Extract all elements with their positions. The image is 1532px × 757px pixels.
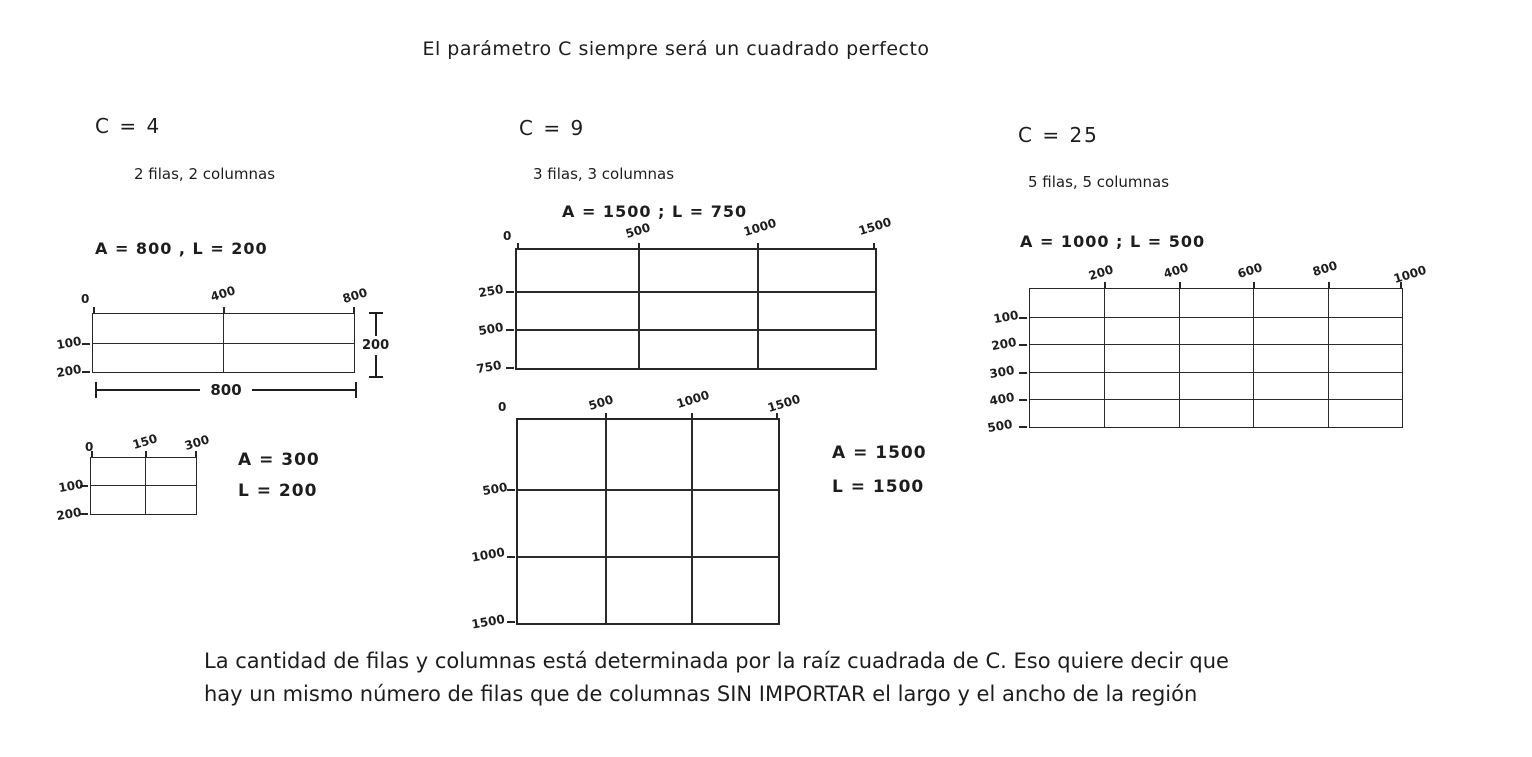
- dimension-cap: [369, 376, 383, 378]
- dimension-line: [375, 314, 377, 336]
- x-axis-label: 0: [498, 400, 507, 414]
- x-axis-label: 800: [1310, 258, 1339, 279]
- c4-heading: C = 4: [95, 114, 162, 138]
- grid-line-horizontal: [1030, 344, 1402, 345]
- axis-tick: [506, 367, 514, 369]
- axis-tick: [605, 413, 607, 420]
- footer-note-line-1: La cantidad de filas y columnas está determinada por la raíz cuadrada de C. Eso quiere decir que: [204, 649, 1229, 673]
- x-axis-label: 150: [131, 431, 160, 452]
- page-title: El parámetro C siempre será un cuadrado perfecto: [422, 38, 930, 60]
- axis-tick: [1179, 282, 1181, 289]
- y-axis-label: 750: [475, 358, 503, 377]
- c4-small-area-label: A = 300: [238, 450, 320, 470]
- grid-line-horizontal: [1030, 372, 1402, 373]
- grid-line-vertical: [605, 420, 607, 623]
- grid-line-vertical: [1179, 289, 1180, 427]
- axis-tick: [93, 307, 95, 314]
- grid-line-vertical: [1104, 289, 1105, 427]
- x-axis-label: 0: [503, 229, 512, 243]
- x-axis-label: 400: [208, 283, 238, 304]
- width-dimension-value: 800: [210, 381, 242, 399]
- y-axis-label: 1000: [470, 545, 506, 565]
- grid-line-horizontal: [1030, 399, 1402, 400]
- y-axis-label: 200: [990, 335, 1018, 354]
- y-axis-label: 100: [57, 476, 85, 496]
- axis-tick: [1328, 282, 1330, 289]
- axis-tick: [1019, 399, 1027, 401]
- grid-line-vertical: [145, 458, 146, 514]
- y-axis-label: 500: [481, 479, 509, 498]
- c4-grid-main: [55, 283, 369, 381]
- c9-square-length-label: L = 1500: [832, 477, 925, 497]
- axis-tick: [1019, 344, 1027, 346]
- dimension-line: [375, 355, 377, 377]
- c9-grid-square: [470, 387, 803, 632]
- x-axis-label: 600: [1236, 260, 1265, 281]
- x-axis-label: 800: [340, 285, 369, 306]
- footer-note-line-2: hay un mismo número de filas que de columnas SIN IMPORTAR el largo y el ancho de la región: [204, 682, 1198, 706]
- axis-tick: [638, 243, 640, 250]
- grid-line-horizontal: [518, 556, 778, 558]
- x-axis-label: 1000: [1392, 262, 1429, 286]
- grid-line-vertical: [1253, 289, 1254, 427]
- y-axis-label: 200: [55, 362, 83, 381]
- dimension-line: [252, 389, 355, 391]
- c4-grid-small: [55, 431, 211, 524]
- x-axis-label: 1500: [766, 391, 803, 415]
- c9-square-area-label: A = 1500: [832, 443, 927, 463]
- x-axis-label: 200: [1087, 262, 1116, 283]
- grid-line-horizontal: [1030, 317, 1402, 318]
- width-dimension-marker: [95, 381, 357, 399]
- grid-line-vertical: [1328, 289, 1329, 427]
- axis-tick: [506, 329, 514, 331]
- y-axis-label: 250: [477, 281, 505, 300]
- axis-tick: [776, 413, 778, 420]
- axis-tick: [223, 307, 225, 314]
- x-axis-label: 500: [623, 220, 652, 241]
- y-axis-label: 100: [992, 307, 1020, 326]
- axis-tick: [757, 243, 759, 250]
- grid-line-vertical: [757, 250, 759, 368]
- c9-subtitle: 3 filas, 3 columnas: [533, 165, 675, 183]
- x-axis-label: 300: [182, 432, 211, 453]
- c4-params: A = 800 , L = 200: [95, 239, 268, 258]
- axis-tick: [517, 243, 519, 250]
- y-axis-label: 200: [55, 505, 83, 524]
- c9-heading: C = 9: [519, 116, 586, 140]
- y-axis-label: 400: [988, 390, 1016, 409]
- grid-line-vertical: [638, 250, 640, 368]
- c9-grid-wide: [475, 214, 893, 377]
- y-axis-label: 300: [988, 362, 1016, 381]
- x-axis-label: 1000: [675, 387, 712, 411]
- axis-tick: [1104, 282, 1106, 289]
- grid-line-vertical: [691, 420, 693, 623]
- x-axis-label: 400: [1161, 260, 1190, 281]
- y-axis-label: 500: [986, 417, 1014, 436]
- axis-tick: [873, 243, 875, 250]
- grid-line-horizontal: [517, 329, 875, 331]
- grid-line-horizontal: [518, 489, 778, 491]
- c9-params: A = 1500 ; L = 750: [562, 202, 748, 221]
- grid-line-horizontal: [93, 343, 354, 344]
- grid-line-horizontal: [517, 291, 875, 293]
- height-dimension-marker: [362, 312, 389, 378]
- axis-tick: [353, 307, 355, 314]
- axis-tick: [1019, 426, 1027, 428]
- axis-tick: [1019, 317, 1027, 319]
- axis-tick: [82, 343, 90, 345]
- dimension-cap: [355, 382, 357, 398]
- c4-small-length-label: L = 200: [238, 481, 318, 501]
- x-axis-label: 1000: [742, 215, 779, 239]
- x-axis-label: 1500: [856, 214, 893, 238]
- c4-subtitle: 2 filas, 2 columnas: [134, 165, 276, 183]
- x-axis-label: 0: [85, 440, 94, 454]
- axis-tick: [1019, 372, 1027, 374]
- axis-tick: [506, 291, 514, 293]
- axis-tick: [82, 371, 90, 373]
- c25-params: A = 1000 ; L = 500: [1020, 232, 1206, 251]
- axis-tick: [145, 451, 147, 458]
- y-axis-label: 500: [477, 320, 505, 339]
- axis-tick: [1253, 282, 1255, 289]
- x-axis-label: 500: [586, 392, 615, 413]
- y-axis-label: 1500: [470, 612, 506, 632]
- x-axis-label: 0: [81, 292, 90, 306]
- axis-tick: [507, 621, 515, 623]
- axis-tick: [691, 413, 693, 420]
- axis-tick: [507, 489, 515, 491]
- grid-line-horizontal: [91, 485, 196, 486]
- y-axis-label: 100: [55, 334, 83, 353]
- dimension-line: [97, 389, 200, 391]
- c25-heading: C = 25: [1018, 123, 1099, 147]
- c25-subtitle: 5 filas, 5 columnas: [1028, 173, 1170, 191]
- axis-tick: [195, 451, 197, 458]
- c25-grid: [986, 258, 1429, 436]
- height-dimension-value: 200: [362, 337, 390, 353]
- axis-tick: [507, 556, 515, 558]
